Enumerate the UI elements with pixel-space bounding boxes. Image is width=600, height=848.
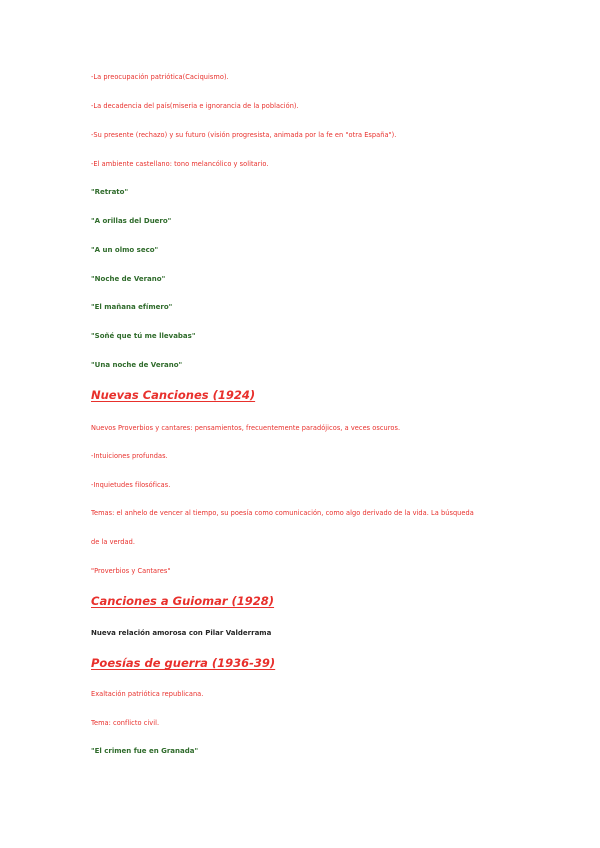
text-line-caciquismo: -La preocupación patriótica(Caciquismo).: [91, 73, 229, 81]
poem-title-retrato: "Retrato": [91, 188, 129, 196]
text-line-temas: Temas: el anhelo de vencer al tiempo, su poesía como comunicación, como algo derivado de la vida. La búsqueda: [91, 509, 474, 517]
text-line-tema-conflicto: Tema: conflicto civil.: [91, 719, 160, 727]
text-line-presente-futuro: -Su presente (rechazo) y su futuro (visión progresista, animada por la fe en "otra España").: [91, 131, 397, 139]
text-line-inquietudes: -Inquietudes filosóficas.: [91, 481, 171, 489]
section-heading-nuevas-canciones: Nuevas Canciones (1924): [91, 388, 256, 402]
poem-title-noche-verano: "Noche de Verano": [91, 275, 166, 283]
poem-title-orillas-duero: "A orillas del Duero": [91, 217, 172, 225]
poem-title-olmo-seco: "A un olmo seco": [91, 246, 159, 254]
poem-title-una-noche-verano: "Una noche de Verano": [91, 361, 183, 369]
section-heading-guiomar: Canciones a Guiomar (1928): [91, 594, 275, 608]
text-line-ambiente-castellano: -El ambiente castellano: tono melancólico y solitario.: [91, 160, 269, 168]
text-line-pilar-valderrama: Nueva relación amorosa con Pilar Valderrama: [91, 629, 272, 637]
text-line-nuevos-proverbios: Nuevos Proverbios y cantares: pensamientos, frecuentemente paradójicos, a veces oscuros.: [91, 424, 401, 432]
text-line-verdad: de la verdad.: [91, 538, 136, 546]
section-heading-poesias-guerra: Poesías de guerra (1936-39): [91, 656, 276, 670]
text-line-decadencia: -La decadencia del país(miseria e ignorancia de la población).: [91, 102, 299, 110]
poem-title-sone: "Soñé que tú me llevabas": [91, 332, 196, 340]
text-line-intuiciones: -Intuiciones profundas.: [91, 452, 168, 460]
text-line-exaltacion: Exaltación patriótica republicana.: [91, 690, 204, 698]
poem-title-manana-efimero: "El mañana efímero": [91, 303, 173, 311]
text-line-proverbios-cantares: "Proverbios y Cantares": [91, 567, 171, 575]
poem-title-crimen-granada: "El crimen fue en Granada": [91, 747, 199, 755]
